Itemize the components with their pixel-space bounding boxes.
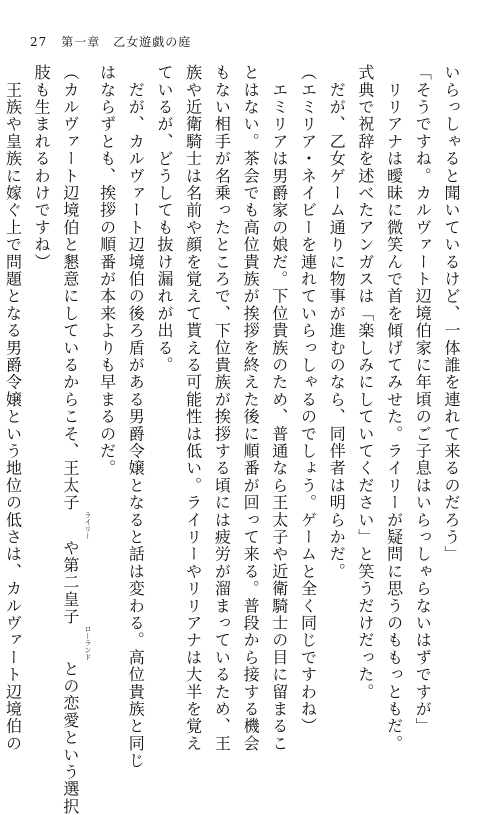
text-line: 肢も生まれるわけですね） <box>32 64 52 271</box>
line-segment: や第二皇子 <box>60 539 80 626</box>
text-line: 族や近衛騎士は名前や顔を覚えて貰える可能性は低い。ライリーやリリアナは大半を覚え <box>183 64 203 752</box>
vertical-body-text <box>3 64 465 815</box>
text-line: 王族や皇族に嫁ぐ上で問題となる男爵令嬢という地位の低さは、カルヴァート辺境伯の <box>3 64 23 752</box>
text-line: とはない。茶会でも高位貴族が挨拶を終えた後に順番が回って来る。普段から接する機会 <box>241 64 261 752</box>
text-line-with-ruby <box>55 64 92 815</box>
chapter-title: 第一章 乙女遊戯の庭 <box>61 35 192 49</box>
text-line: はならずとも、挨拶の順番が本来よりも早まるのだ。 <box>97 64 117 477</box>
text-line: だが、乙女ゲーム通りに物事が進むのなら、同伴者は明らかだ。 <box>327 64 347 580</box>
text-line: もない相手が名乗ったところで、下位貴族が挨拶する頃には疲労が溜まっているため、王 <box>212 64 232 752</box>
text-line: いらっしゃると聞いているけど、一体誰を連れて来るのだろう」 <box>442 64 461 563</box>
text-line: （エミリア・ネイビーを連れていらっしゃるのでしょう。ゲームと全く同じですわね） <box>298 64 318 735</box>
page-number: 27 <box>30 35 48 49</box>
text-line: だが、カルヴァート辺境伯の後ろ盾がある男爵令嬢となると話は変わる。高位貴族と同じ <box>126 64 146 770</box>
text-line: 「そうですね。カルヴァート辺境伯家に年頃のご子息はいらっしゃらないはずですが」 <box>413 64 433 735</box>
line-segment: との恋愛という選択 <box>60 660 80 815</box>
text-line: 式典で祝辞を述べたアンガスは「楽しみにしていてください」と笑うだけだった。 <box>355 64 375 701</box>
ruby-reading: ローランド <box>83 625 92 661</box>
ruby-annotation <box>61 625 92 661</box>
text-line: リリアナは曖昧に微笑んで首を傾げてみせた。ライリーが疑問に思うのももっともだ。 <box>384 64 404 752</box>
text-line: ているが、どうしても抜け漏れが出る。 <box>154 64 174 374</box>
ruby-annotation <box>61 511 92 540</box>
text-line: エミリアは男爵家の娘だ。下位貴族のため、普通なら王太子や近衛騎士の目に留まるこ <box>269 64 289 752</box>
ruby-reading: ライリー <box>83 511 92 540</box>
running-header <box>30 33 191 50</box>
line-segment: （カルヴァート辺境伯と懇意にしているからこそ、王太子 <box>60 64 80 512</box>
